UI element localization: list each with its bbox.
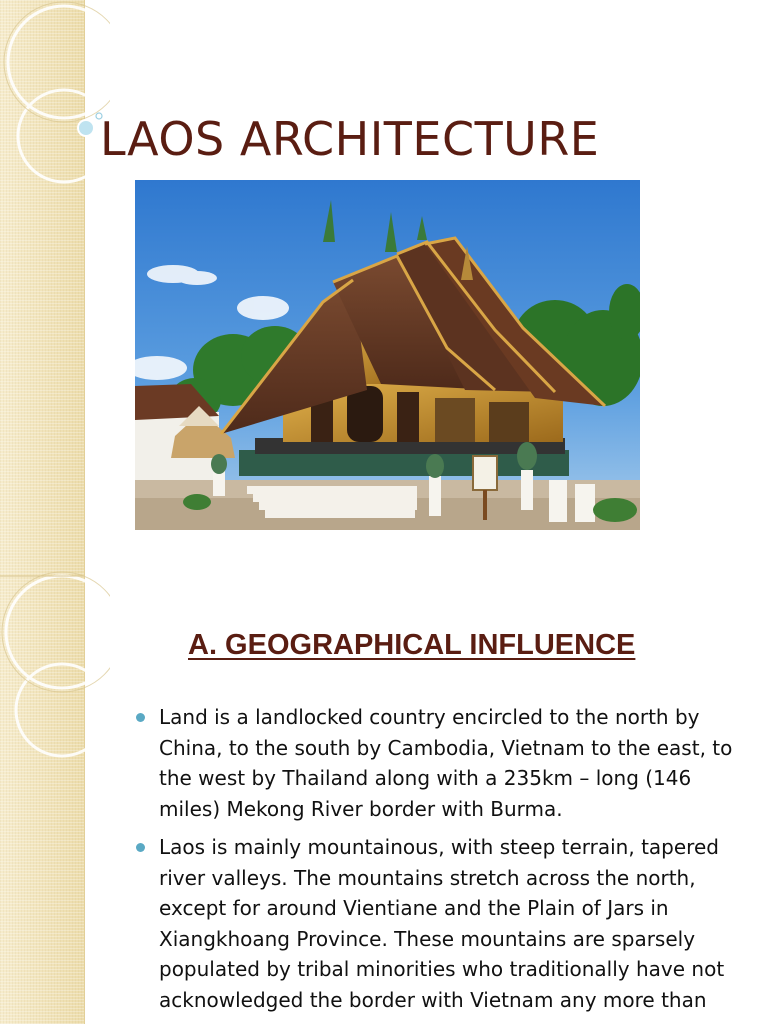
bullet-text: Land is a landlocked country encircled to the north by China, to the south by Cambodia, Vietnam to the east, to the west by Thailand along with a 235km – long (146 miles) Mekong River border with Burma. (159, 705, 733, 821)
bullet-dot-icon (136, 713, 145, 722)
temple-photo-icon (135, 180, 640, 530)
bullet-list (132, 702, 752, 1023)
list-item (132, 702, 752, 824)
slide-title: LAOS ARCHITECTURE (100, 112, 600, 166)
decorative-side-strip (0, 0, 85, 1024)
section-heading: A. GEOGRAPHICAL INFLUENCE (188, 629, 636, 661)
temple-photo (135, 180, 640, 530)
list-item (132, 832, 752, 1015)
bullet-text: Laos is mainly mountainous, with steep terrain, tapered river valleys. The mountains stretch across the north, except for around Vientiane and the Plain of Jars in Xiangkhoang Province. These mountains are sparsely populated by tribal minorities who traditionally have not acknowledged the border with Vietnam any more than (159, 835, 725, 1012)
decorative-circles (0, 0, 110, 1024)
bullet-dot-icon (136, 843, 145, 852)
